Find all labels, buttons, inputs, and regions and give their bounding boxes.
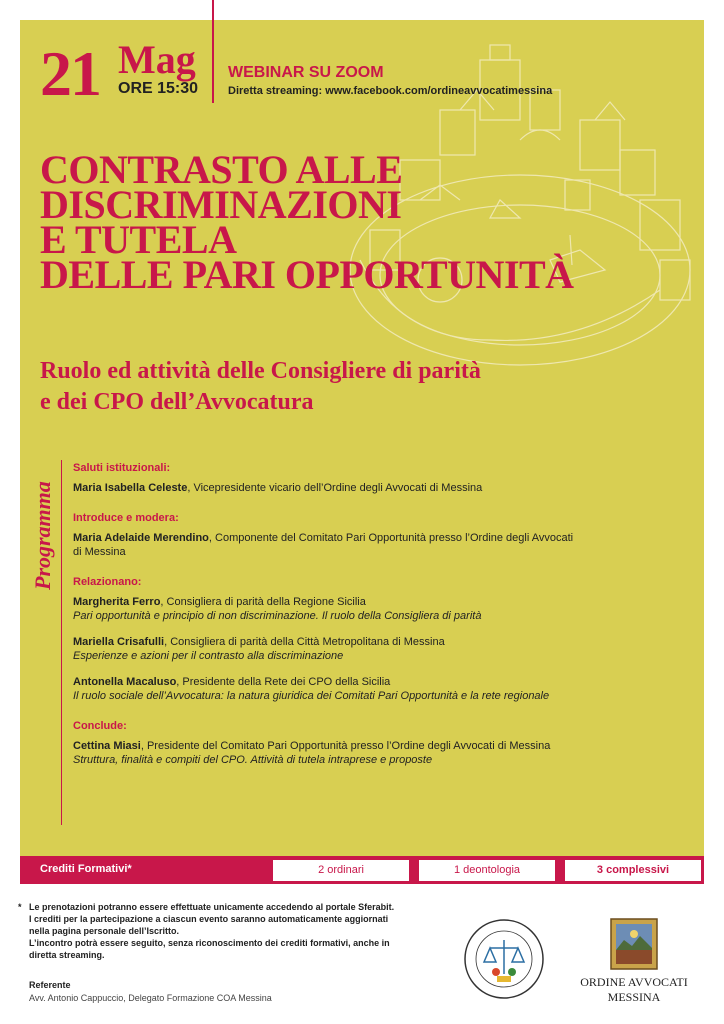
speaker-entry	[73, 481, 693, 495]
speaker-entry	[73, 595, 693, 623]
speaker-topic: Il ruolo sociale dell’Avvocatura: la natura giuridica dei Comitati Pari Opportunità e la rete regionale	[73, 690, 550, 702]
program-label: Programma	[30, 481, 55, 590]
section-introduce	[73, 511, 693, 559]
organization-name	[564, 975, 704, 1005]
webinar-label: WEBINAR SU ZOOM	[228, 64, 384, 81]
event-time: ORE 15:30	[118, 80, 199, 97]
title-line: DISCRIMINAZIONI	[40, 182, 402, 227]
section-label: Relazionano:	[73, 576, 142, 588]
section-label: Saluti istituzionali:	[73, 462, 171, 474]
speaker-role-continued: di Messina	[73, 546, 126, 558]
speaker-entry	[73, 531, 693, 559]
credits-bar	[20, 856, 704, 884]
referente-label: Referente	[29, 980, 71, 990]
note-line: Le prenotazioni potranno essere effettuate unicamente accedendo al portale Sferabit.	[29, 902, 395, 912]
speaker-topic: Pari opportunità e principio di non discriminazione. Il ruolo della Consigliera di parità	[73, 610, 482, 622]
speaker-role: , Consigliera di parità della Regione Sicilia	[160, 596, 366, 608]
section-label: Introduce e modera:	[73, 512, 179, 524]
note-line: nella pagina personale dell’Iscritto.	[29, 926, 180, 936]
coa-emblem-icon	[610, 918, 658, 970]
speaker-name: Cettina Miasi	[73, 740, 141, 752]
note-line: diretta streaming.	[29, 950, 105, 960]
note-asterisk: *	[18, 902, 22, 912]
title-line: DELLE PARI OPPORTUNITÀ	[40, 252, 574, 297]
title-line: E TUTELA	[40, 217, 237, 262]
section-relazionano	[73, 575, 693, 703]
credits-label: Crediti Formativi*	[40, 863, 132, 875]
event-month: Mag	[118, 37, 196, 82]
speaker-name: Mariella Crisafulli	[73, 636, 165, 648]
organization-line: ORDINE AVVOCATI	[580, 975, 688, 989]
speaker-name: Margherita Ferro	[73, 596, 161, 608]
note-line: L’incontro potrà essere seguito, senza riconoscimento dei crediti formativi, anche in	[29, 938, 390, 948]
organization-line: MESSINA	[607, 990, 661, 1004]
speaker-entry	[73, 635, 693, 663]
speaker-entry	[73, 739, 693, 767]
program-divider	[61, 460, 62, 825]
page-subtitle	[40, 356, 700, 418]
credits-ordinari: 2 ordinari	[273, 860, 409, 881]
top-accent-line	[212, 0, 214, 103]
section-saluti	[73, 461, 693, 495]
subtitle-line: Ruolo ed attività delle Consigliere di parità	[40, 358, 481, 384]
speaker-role: , Consigliera di parità della Città Metropolitana di Messina	[164, 636, 445, 648]
title-line: CONTRASTO ALLE	[40, 147, 403, 192]
speaker-entry	[73, 675, 693, 703]
speaker-name: Antonella Macaluso	[73, 676, 177, 688]
credits-deontologia: 1 deontologia	[419, 860, 555, 881]
speaker-role: , Presidente della Rete dei CPO della Sicilia	[176, 676, 391, 688]
section-conclude	[73, 719, 693, 767]
speaker-role: , Presidente del Comitato Pari Opportunità presso l’Ordine degli Avvocati di Messina	[140, 740, 551, 752]
subtitle-line: e dei CPO dell’Avvocatura	[40, 389, 314, 415]
section-label: Conclude:	[73, 720, 127, 732]
event-day: 21	[40, 38, 100, 109]
speaker-role: , Vicepresidente vicario dell’Ordine degli Avvocati di Messina	[187, 482, 483, 494]
speaker-name: Maria Isabella Celeste	[73, 482, 188, 494]
referente-text: Avv. Antonio Cappuccio, Delegato Formazione COA Messina	[29, 993, 272, 1003]
streaming-link[interactable]: Diretta streaming: www.facebook.com/ordineavvocatimessina	[228, 85, 553, 97]
credits-complessivi: 3 complessivi	[565, 860, 701, 881]
speaker-name: Maria Adelaide Merendino	[73, 532, 209, 544]
speaker-topic: Struttura, finalità e compiti del CPO. Attività di tutela intraprese e proposte	[73, 754, 433, 766]
speaker-topic: Esperienze e azioni per il contrasto alla discriminazione	[73, 650, 344, 662]
program-list	[73, 461, 693, 783]
cpo-seal-icon	[463, 918, 545, 1000]
page-title	[40, 147, 700, 297]
speaker-role: , Componente del Comitato Pari Opportunità presso l’Ordine degli Avvocati	[208, 532, 574, 544]
note-line: I crediti per la partecipazione a ciascun evento saranno automaticamente aggiornati	[29, 914, 389, 924]
booking-notes	[18, 901, 438, 961]
